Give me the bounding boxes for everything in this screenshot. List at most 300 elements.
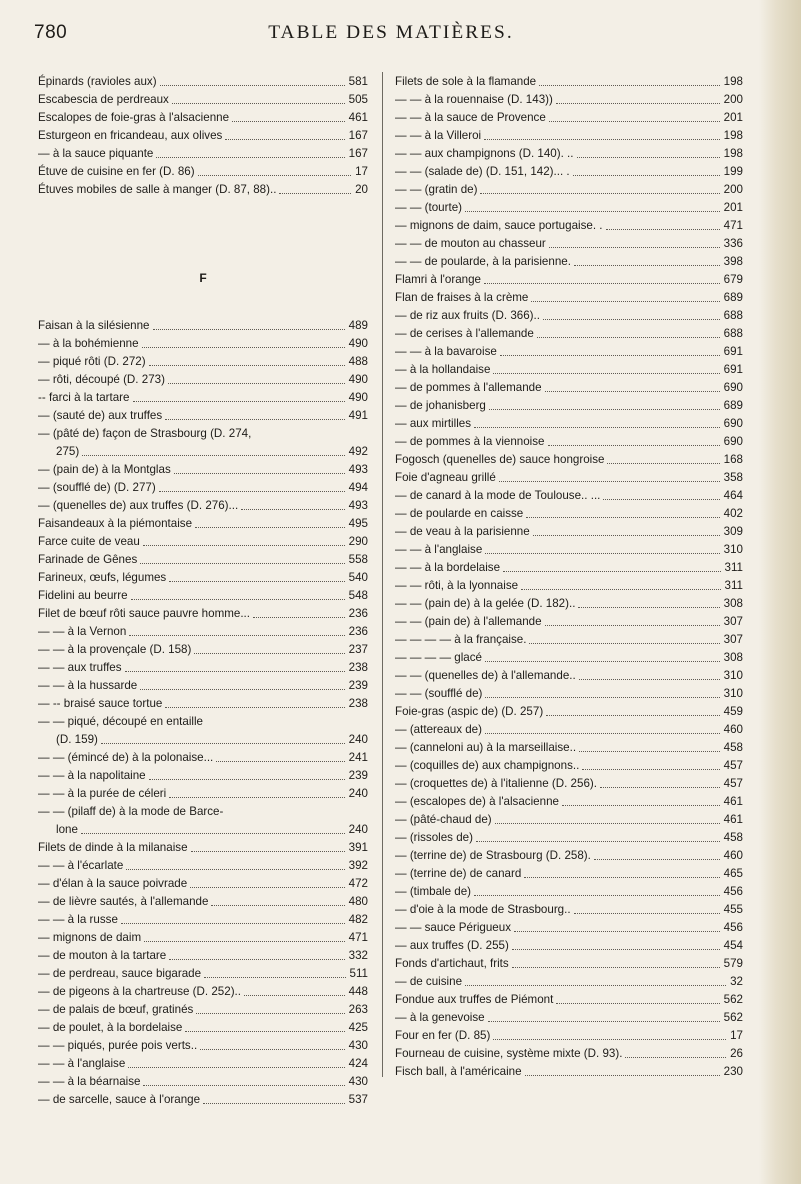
index-entry [38,929,368,947]
dot-leader [196,1012,345,1014]
dot-leader [204,976,346,978]
index-entry [395,235,743,253]
entry-page-number: 690 [723,381,743,394]
entry-text: — — à la provençale (D. 158) [38,643,192,656]
entry-page-number: 691 [723,363,743,376]
dot-leader [533,534,720,536]
entry-text: — de veau à la parisienne [395,525,530,538]
index-entry [38,497,368,515]
entry-text: (D. 159) [56,733,98,746]
dot-leader [577,156,720,158]
entry-page-number: 240 [348,787,368,800]
index-entry [395,757,743,775]
entry-page-number: 168 [723,453,743,466]
entry-text: — — piqués, purée pois verts.. [38,1039,198,1052]
dot-leader [537,336,720,338]
index-entry [395,919,743,937]
entry-page-number: 424 [348,1057,368,1070]
entry-page-number: 200 [723,183,743,196]
entry-page-number: 472 [348,877,368,890]
entry-text: — rôti, découpé (D. 273) [38,373,165,386]
dot-leader [476,840,720,842]
dot-leader [512,966,720,968]
entry-text: — — à la napolitaine [38,769,146,782]
entry-text: — (soufflé de) (D. 277) [38,481,156,494]
entry-page-number: 308 [723,597,743,610]
index-entry [38,875,368,893]
entry-text: — — — — à la française. [395,633,527,646]
index-entry [395,505,743,523]
index-entry [395,703,743,721]
entry-text: — — piqué, découpé en entaille [38,715,204,728]
dot-leader [525,1074,720,1076]
entry-text: — — (pilaff de) à la mode de Barce- [38,805,224,818]
index-entry [38,1073,368,1091]
entry-text: lone [56,823,78,836]
section-spacer [38,199,368,249]
entry-page-number: 490 [348,373,368,386]
entry-text: — — à l'anglaise [395,543,483,556]
index-entry [38,91,368,109]
entry-text: Farinade de Gênes [38,553,138,566]
entry-page-number: 537 [348,1093,368,1106]
index-entry [38,317,368,335]
entry-page-number: 238 [348,697,368,710]
dot-leader [500,354,720,356]
entry-text: — mignons de daim [38,931,142,944]
entry-page-number: 540 [348,571,368,584]
index-entry [38,857,368,875]
entry-page-number: 311 [724,579,743,592]
entry-page-number: 689 [723,291,743,304]
entry-page-number: 430 [348,1075,368,1088]
dot-leader [574,912,720,914]
index-entry [395,991,743,1009]
dot-leader [578,606,720,608]
entry-text: Foie d'agneau grillé [395,471,496,484]
entry-text: Étuve de cuisine en fer (D. 86) [38,165,195,178]
entry-page-number: 457 [723,777,743,790]
dot-leader [485,660,720,662]
entry-text: — (rissoles de) [395,831,473,844]
entry-page-number: 230 [723,1065,743,1078]
dot-leader [160,84,345,86]
index-entry [38,659,368,677]
dot-leader [512,948,720,950]
dot-leader [241,508,345,510]
entry-text: Fourneau de cuisine, système mixte (D. 93). [395,1047,623,1060]
entry-page-number: 494 [348,481,368,494]
entry-page-number: 17 [730,1029,743,1042]
entry-text: — de pommes à la viennoise [395,435,545,448]
entry-text: — — (salade de) (D. 151, 142)... . [395,165,570,178]
index-entry [38,127,368,145]
index-entry [38,641,368,659]
entry-page-number: 456 [723,921,743,934]
index-entry [38,713,368,731]
entry-text: — (pain de) à la Montglas [38,463,171,476]
page-header [34,22,748,56]
entry-page-number: 199 [723,165,743,178]
entry-page-number: 505 [348,93,368,106]
entry-page-number: 688 [723,309,743,322]
entry-text: — de palais de bœuf, gratinés [38,1003,194,1016]
entry-page-number: 20 [355,183,368,196]
index-entry [38,605,368,623]
entry-page-number: 558 [348,553,368,566]
dot-leader [129,634,345,636]
dot-leader [143,1084,345,1086]
index-entry [38,353,368,371]
index-entry [38,587,368,605]
entry-text: — (attereaux de) [395,723,482,736]
entry-text: Étuves mobiles de salle à manger (D. 87, 88).. [38,183,277,196]
entry-text: — (terrine de) de canard [395,867,522,880]
index-entry [395,163,743,181]
entry-page-number: 32 [730,975,743,988]
index-entry [38,983,368,1001]
entry-text: Flamri à l'orange [395,273,481,286]
index-entry [395,109,743,127]
index-entry [395,451,743,469]
dot-leader [606,228,720,230]
index-entry [395,91,743,109]
entry-page-number: 307 [723,615,743,628]
index-entry [395,829,743,847]
dot-leader [121,922,345,924]
entry-page-number: 391 [348,841,368,854]
index-entry [395,181,743,199]
index-entry [395,631,743,649]
entry-text: — de poularde en caisse [395,507,524,520]
entry-page-number: 201 [723,201,743,214]
entry-page-number: 200 [723,93,743,106]
entry-text: — (canneloni au) à la marseillaise.. [395,741,577,754]
entry-page-number: 689 [723,399,743,412]
dot-leader [573,174,720,176]
dot-leader [549,120,720,122]
dot-leader [190,886,345,888]
dot-leader [149,778,345,780]
dot-leader [607,462,720,464]
entry-text: — de riz aux fruits (D. 366).. [395,309,540,322]
entry-page-number: 455 [723,903,743,916]
index-entry [395,955,743,973]
entry-text: — (timbale de) [395,885,472,898]
entry-text: — — (pain de) à la gelée (D. 182).. [395,597,576,610]
column-divider [382,72,383,1077]
dot-leader [488,1020,720,1022]
index-entry [38,371,368,389]
entry-page-number: 464 [723,489,743,502]
entry-page-number: 461 [348,111,368,124]
running-title: TABLE DES MATIÈRES. [268,22,514,43]
entry-page-number: 290 [348,535,368,548]
entry-text: — — (émincé de) à la polonaise... [38,751,214,764]
page-number: 780 [34,22,68,43]
entry-page-number: 460 [723,849,743,862]
index-entry [395,253,743,271]
entry-text: — (quenelles de) aux truffes (D. 276)... [38,499,239,512]
entry-page-number: 263 [348,1003,368,1016]
dot-leader [195,526,345,528]
index-entry [395,145,743,163]
dot-leader [495,822,720,824]
entry-page-number: 241 [348,751,368,764]
entry-text: Épinards (ravioles aux) [38,75,157,88]
dot-leader [603,498,720,500]
entry-text: Escalopes de foie-gras à l'alsacienne [38,111,230,124]
dot-leader [625,1056,726,1058]
dot-leader [140,688,345,690]
entry-text: — de pommes à l'allemande [395,381,542,394]
dot-leader [185,1030,345,1032]
entry-page-number: 562 [723,993,743,1006]
index-entry [38,569,368,587]
index-entry [395,1063,743,1081]
index-entry [395,901,743,919]
entry-text: — — (pain de) à l'allemande [395,615,542,628]
entry-text: — aux truffes (D. 255) [395,939,509,952]
dot-leader [579,750,720,752]
index-entry [38,181,368,199]
dot-leader [556,102,720,104]
dot-leader [503,570,721,572]
entry-page-number: 465 [723,867,743,880]
index-entry [395,847,743,865]
dot-leader [484,282,720,284]
index-entry [395,1009,743,1027]
entry-text: — — à la purée de céleri [38,787,167,800]
dot-leader [232,120,345,122]
dot-leader [594,858,720,860]
dot-leader [169,796,345,798]
entry-page-number: 17 [355,165,368,178]
dot-leader [526,516,720,518]
dot-leader [543,318,720,320]
entry-text: Filet de bœuf rôti sauce pauvre homme... [38,607,250,620]
entry-text: Flan de fraises à la crème [395,291,529,304]
entry-text: Filets de dinde à la milanaise [38,841,188,854]
index-entry [38,695,368,713]
dot-leader [514,930,720,932]
index-entry [38,335,368,353]
dot-leader [493,372,720,374]
entry-page-number: 490 [348,337,368,350]
index-entry [395,811,743,829]
entry-text: — — à la rouennaise (D. 143)) [395,93,553,106]
index-entry [38,767,368,785]
entry-page-number: 198 [723,75,743,88]
dot-leader [216,760,345,762]
dot-leader [172,102,345,104]
dot-leader [194,652,345,654]
entry-text: Fogosch (quenelles de) sauce hongroise [395,453,605,466]
entry-page-number: 26 [730,1047,743,1060]
entry-page-number: 492 [348,445,368,458]
entry-page-number: 456 [723,885,743,898]
entry-page-number: 691 [723,345,743,358]
entry-text: — — à la Vernon [38,625,127,638]
dot-leader [156,156,345,158]
entry-text: — — aux champignons (D. 140). .. [395,147,574,160]
dot-leader [125,670,345,672]
dot-leader [165,418,345,420]
index-column-right [395,73,743,1081]
dot-leader [493,1038,726,1040]
dot-leader [81,832,345,834]
dot-leader [191,850,345,852]
entry-text: — — (quenelles de) à l'allemande.. [395,669,576,682]
index-entry [395,775,743,793]
dot-leader [140,562,345,564]
entry-page-number: 482 [348,913,368,926]
entry-page-number: 392 [348,859,368,872]
entry-page-number: 454 [723,939,743,952]
entry-page-number: 239 [348,679,368,692]
entry-text: — — sauce Périgueux [395,921,511,934]
entry-text: — — à la béarnaise [38,1075,141,1088]
entry-page-number: 461 [723,813,743,826]
dot-leader [529,642,720,644]
entry-text: — de sarcelle, sauce à l'orange [38,1093,201,1106]
entry-page-number: 461 [723,795,743,808]
entry-text: Four en fer (D. 85) [395,1029,491,1042]
entry-text: — de poulet, à la bordelaise [38,1021,183,1034]
index-entry [395,199,743,217]
entry-text: — — (soufflé de) [395,687,483,700]
entry-text: Faisan à la silésienne [38,319,150,332]
entry-page-number: 490 [348,391,368,404]
index-entry [395,73,743,91]
entry-page-number: 480 [348,895,368,908]
entry-text: — — à la bavaroise [395,345,497,358]
section-letter: F [199,271,207,285]
entry-page-number: 358 [723,471,743,484]
entry-text: Escabescia de perdreaux [38,93,169,106]
dot-leader [149,364,345,366]
index-entry [395,541,743,559]
index-entry [395,325,743,343]
entry-page-number: 167 [348,129,368,142]
entry-text: — (escalopes de) à l'alsacienne [395,795,559,808]
entry-text: — d'oie à la mode de Strasbourg.. [395,903,571,916]
dot-leader [546,714,720,716]
entry-text: — — à la sauce de Provence [395,111,546,124]
dot-leader [225,138,345,140]
entry-text: — (terrine de) de Strasbourg (D. 258). [395,849,591,862]
dot-leader [200,1048,345,1050]
entry-page-number: 495 [348,517,368,530]
index-entry [395,667,743,685]
dot-leader [211,904,345,906]
dot-leader [153,328,345,330]
index-entry [395,685,743,703]
entry-text: Farce cuite de veau [38,535,140,548]
dot-leader [198,174,351,176]
index-entry [38,839,368,857]
entry-text: — — de poularde, à la parisienne. [395,255,571,268]
index-entry [395,559,743,577]
index-entry [395,289,743,307]
entry-text: — — (gratin de) [395,183,478,196]
index-entry [395,883,743,901]
dot-leader [101,742,345,744]
entry-page-number: 457 [723,759,743,772]
entry-page-number: 430 [348,1039,368,1052]
dot-leader [485,696,720,698]
entry-page-number: 493 [348,463,368,476]
dot-leader [485,732,720,734]
entry-page-number: 562 [723,1011,743,1024]
index-entry [38,1055,368,1073]
entry-page-number: 690 [723,417,743,430]
entry-text: — à la genevoise [395,1011,485,1024]
dot-leader [579,678,720,680]
entry-text: — — à la Villeroi [395,129,482,142]
index-entry [38,965,368,983]
index-entry [395,937,743,955]
index-entry [38,821,368,839]
dot-leader [165,706,345,708]
entry-text: — (pâté-chaud de) [395,813,492,826]
entry-text: — (croquettes de) à l'italienne (D. 256). [395,777,597,790]
entry-text: — de canard à la mode de Toulouse.. ... [395,489,601,502]
dot-leader [545,624,720,626]
index-entry [38,1019,368,1037]
entry-text: — -- braisé sauce tortue [38,697,163,710]
dot-leader [131,598,345,600]
index-entry [395,1045,743,1063]
dot-leader [82,454,345,456]
dot-leader [484,138,720,140]
entry-text: — — à la russe [38,913,118,926]
entry-text: — piqué rôti (D. 272) [38,355,146,368]
entry-text: — (pâté de) façon de Strasbourg (D. 274, [38,427,252,440]
dot-leader [465,210,720,212]
entry-page-number: 511 [349,967,368,980]
index-entry [395,739,743,757]
index-entry [38,947,368,965]
entry-page-number: 548 [348,589,368,602]
entry-page-number: 493 [348,499,368,512]
index-entry [38,911,368,929]
entry-text: — de lièvre sautés, à l'allemande [38,895,209,908]
entry-page-number: 425 [348,1021,368,1034]
entry-page-number: 690 [723,435,743,448]
index-entry [38,479,368,497]
dot-leader [174,472,345,474]
index-entry [38,623,368,641]
index-entry [395,487,743,505]
entry-page-number: 458 [723,831,743,844]
entry-page-number: 310 [723,687,743,700]
index-entry [38,1037,368,1055]
dot-leader [556,1002,720,1004]
index-entry [395,649,743,667]
entry-text: — aux mirtilles [395,417,472,430]
entry-text: — à la sauce piquante [38,147,154,160]
index-entry [38,515,368,533]
entry-text: — — (tourte) [395,201,462,214]
dot-leader [144,940,345,942]
dot-leader [485,552,720,554]
entry-text: Fondue aux truffes de Piémont [395,993,554,1006]
index-entry [38,407,368,425]
entry-text: Fidelini au beurre [38,589,128,602]
entry-text: — de johanisberg [395,399,486,412]
dot-leader [169,958,345,960]
